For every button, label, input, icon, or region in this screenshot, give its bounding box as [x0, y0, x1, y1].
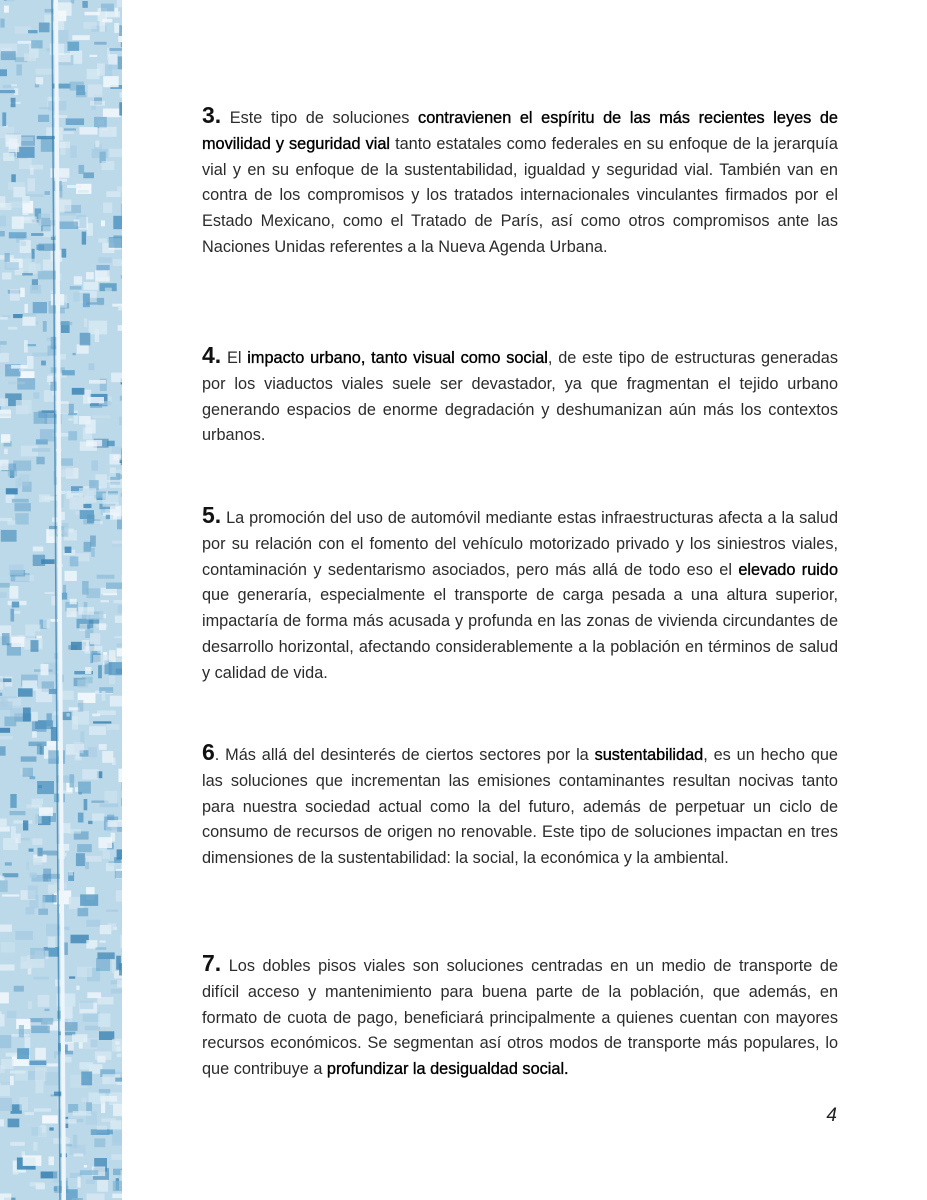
paragraph-text: . Más allá del desinterés de ciertos sectores por la: [214, 746, 595, 764]
paragraph-3: [202, 103, 838, 261]
paragraph-text: Este tipo de soluciones: [221, 109, 419, 127]
paragraph-5: [202, 503, 838, 687]
paragraph-text: El: [221, 349, 248, 367]
paragraph-text: que generaría, especialmente el transporte de carga pesada a una altura superior, impactaría de forma más acusada y profunda en las zonas de vivienda circundantes de desarrollo horizontal, afectando considerablemente a la población en términos de salud y calidad de vida.: [202, 586, 838, 682]
aerial-city-photo-strip: [0, 0, 122, 1200]
item-number: 6: [202, 739, 215, 765]
highlighted-text: impacto urbano, tanto visual como social: [247, 349, 548, 367]
highlighted-text: profundizar la desigualdad social.: [326, 1060, 569, 1079]
paragraph-7: [202, 951, 838, 1083]
item-number: 7.: [202, 950, 222, 976]
paragraph-6: [202, 740, 838, 872]
item-number: 5.: [202, 502, 222, 528]
highlighted-text: contravienen el espíritu de las más recientes leyes de movilidad y seguridad vial: [202, 109, 838, 153]
paragraph-text: , es un hecho que las soluciones que incrementan las emisiones contaminantes resultan nocivas tanto para nuestra sociedad actual como la del futuro, además de perpetuar un ciclo de consumo de recursos de origen no renovable. Este tipo de soluciones impactan en tres dimensiones de la sustentabilidad: la social, la económica y la ambiental.: [202, 746, 838, 868]
highlighted-text: elevado ruido: [738, 560, 838, 579]
paragraph-4: [202, 343, 838, 449]
paragraph-text: La promoción del uso de automóvil mediante estas infraestructuras afecta a la salud por su relación con el fomento del vehículo motorizado privado y los siniestros viales, contaminación y sedentarismo asociados, pero más allá de todo eso el: [202, 509, 838, 579]
paragraph-text: tanto estatales como federales en su enfoque de la jerarquía vial y en su enfoque de la sustentabilidad, igualdad y seguridad vial. También van en contra de los compromisos y los tratados internacionales vinculantes firmados por el Estado Mexicano, como el Tratado de París, así como otros compromisos ante las Naciones Unidas referentes a la Nueva Agenda Urbana.: [202, 134, 838, 256]
highlighted-text: sustentabilidad: [594, 746, 704, 764]
item-number: 4.: [202, 342, 222, 368]
page-number: 4: [826, 1105, 837, 1126]
paragraph-text: Los dobles pisos viales son soluciones centradas en un medio de transporte de difícil acceso y mantenimiento para buena parte de la población, que además, en formato de cuota de pago, beneficiará principalmente a quienes cuentan con mayores recursos económicos. Se segmentan así otros modos de transporte más populares, lo que contribuye a: [202, 957, 838, 1079]
item-number: 3.: [202, 102, 222, 128]
aerial-photo-graphic: [0, 0, 122, 1200]
paragraph-text: , de este tipo de estructuras generadas por los viaductos viales suele ser devastador, ya que fragmentan el tejido urbano generando espacios de enorme degradación y deshumanizan aún más los contextos urbanos.: [202, 349, 838, 445]
